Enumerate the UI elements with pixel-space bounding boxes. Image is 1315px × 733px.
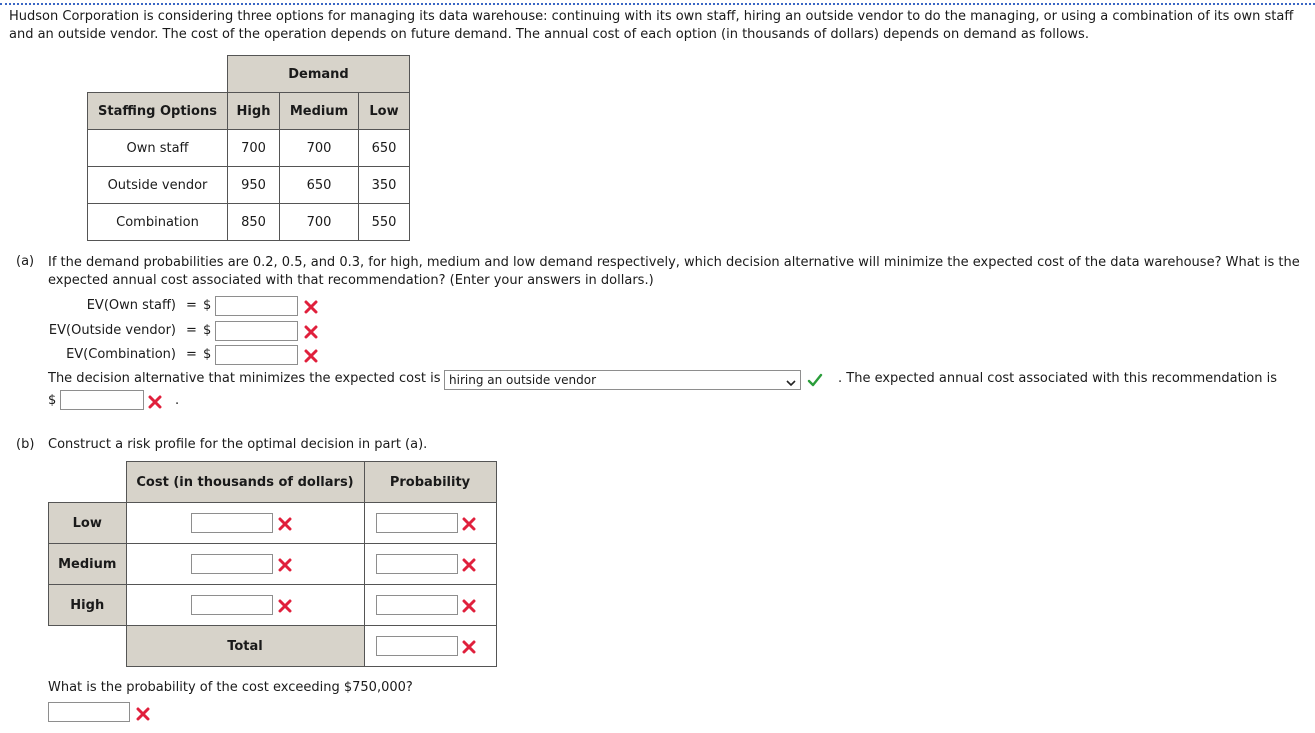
expected-cost-input[interactable] [60,390,144,410]
cost-cell: 850 [228,204,280,241]
cost-cell: 650 [280,167,359,204]
x-mark-icon [462,640,476,654]
decision-prefix: The decision alternative that minimizes the expected cost is [48,371,441,386]
x-mark-icon [304,349,318,363]
sentence-period: . [175,393,180,408]
equals-sign: = [186,298,197,313]
col-header-low: Low [359,93,410,130]
cost-cell [126,503,364,544]
ev-outside-vendor-input[interactable] [215,321,298,341]
total-label: Total [126,626,364,667]
table-row [88,167,410,204]
table-row [49,503,497,544]
cost-cell: 950 [228,167,280,204]
total-probability-input[interactable] [376,636,458,656]
col-header-medium: Medium [280,93,359,130]
probability-cell [364,626,496,667]
medium-probability-input[interactable] [376,554,458,574]
currency-sign: $ [203,323,212,338]
part-a-tag: (a) [16,254,35,269]
table-row [88,130,410,167]
currency-sign: $ [48,393,57,408]
equals-sign: = [186,347,197,362]
decision-suffix: . The expected annual cost associated with this recommendation is [838,371,1278,386]
ev-outside-vendor-label: EV(Outside vendor) [48,323,176,338]
x-mark-icon [462,558,476,572]
probability-cell [364,585,496,626]
exceed-probability-input[interactable] [48,702,130,722]
row-label-low: Low [49,503,127,544]
col-header-high: High [228,93,280,130]
currency-sign: $ [203,347,212,362]
cost-cell: 700 [280,130,359,167]
decision-selected-value: hiring an outside vendor [449,373,597,387]
cost-cell [126,585,364,626]
part-b-tag: (b) [16,437,35,452]
table-row [49,626,497,667]
cost-header: Cost (in thousands of dollars) [126,462,364,503]
x-mark-icon [304,300,318,314]
currency-sign: $ [203,298,212,313]
cost-cell [126,544,364,585]
low-probability-input[interactable] [376,513,458,533]
demand-group-header: Demand [228,56,410,93]
x-mark-icon [278,599,292,613]
table-row [88,204,410,241]
probability-cell [364,544,496,585]
row-label-high: High [49,585,127,626]
x-mark-icon [148,395,162,409]
part-b-question: Construct a risk profile for the optimal decision in part (a). [48,437,428,452]
x-mark-icon [462,599,476,613]
row-label: Outside vendor [88,167,228,204]
x-mark-icon [136,707,150,721]
cost-cell: 350 [359,167,410,204]
problem-intro: Hudson Corporation is considering three options for managing its data warehouse: continuing with its own staff, hiring an outside vendor to do the managing, or using a combination of its own staff and an outside vendor. The cost of the operation depends on future demand. The annual cost of each option (in thousands of dollars) depends on demand as follows. [9,9,1294,42]
high-cost-input[interactable] [191,595,273,615]
x-mark-icon [278,558,292,572]
table-row [49,585,497,626]
row-label-medium: Medium [49,544,127,585]
empty-corner [88,56,228,93]
ev-combination-label: EV(Combination) [66,347,176,362]
x-mark-icon [278,517,292,531]
equals-sign: = [186,323,197,338]
high-probability-input[interactable] [376,595,458,615]
followup-question: What is the probability of the cost exceeding $750,000? [48,680,413,695]
table-row [49,544,497,585]
ev-own-staff-input[interactable] [215,296,298,316]
cost-cell: 550 [359,204,410,241]
cost-cell: 700 [280,204,359,241]
ev-own-staff-label: EV(Own staff) [86,298,176,313]
probability-cell [364,503,496,544]
row-label: Own staff [88,130,228,167]
x-mark-icon [304,325,318,339]
decision-dropdown[interactable] [444,370,801,390]
top-divider [0,3,1315,5]
cost-cell: 650 [359,130,410,167]
staffing-options-header: Staffing Options [88,93,228,130]
part-a-question: If the demand probabilities are 0.2, 0.5, and 0.3, for high, medium and low demand respectively, which decision alternative will minimize the expected cost of the data warehouse? What is the expected annual cost associated with that recommendation? (Enter your answers in dollars.) [48,255,1300,288]
probability-header: Probability [364,462,496,503]
empty-corner [49,626,127,667]
x-mark-icon [462,517,476,531]
medium-cost-input[interactable] [191,554,273,574]
demand-cost-table [87,55,410,241]
low-cost-input[interactable] [191,513,273,533]
chevron-down-icon [786,375,796,393]
row-label: Combination [88,204,228,241]
risk-profile-table [48,461,497,667]
empty-corner [49,462,127,503]
cost-cell: 700 [228,130,280,167]
ev-combination-input[interactable] [215,345,298,365]
check-mark-icon [807,373,823,387]
